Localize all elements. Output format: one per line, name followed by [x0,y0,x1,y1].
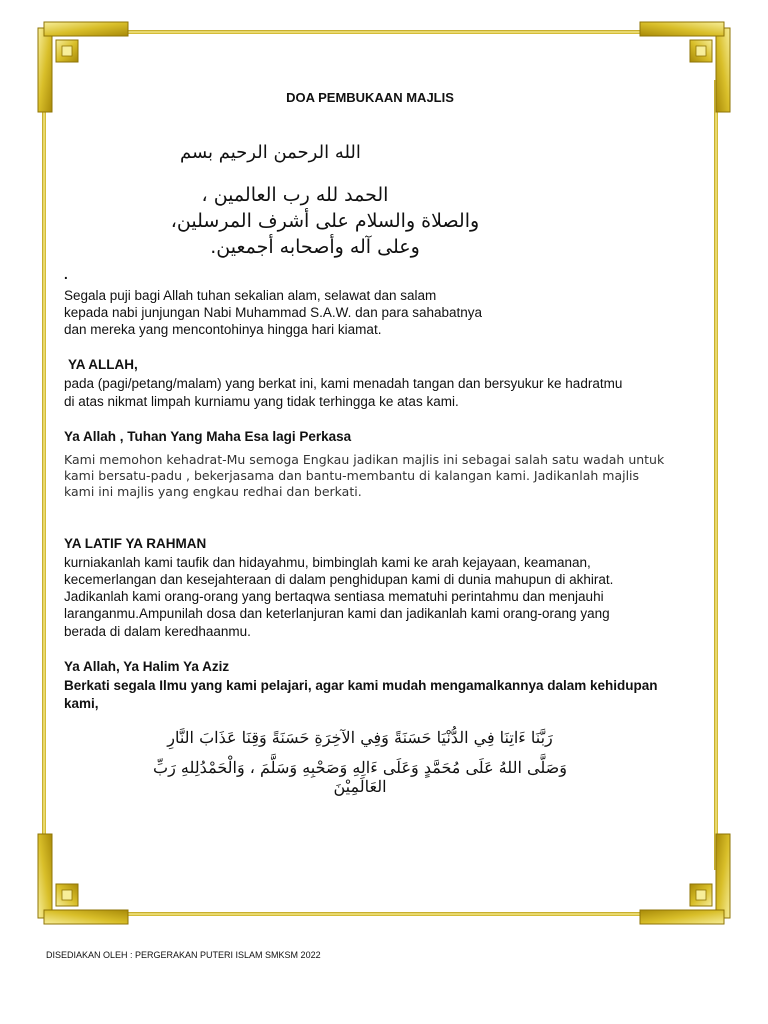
separator-dot: . [64,267,68,282]
paragraph-taufik-line-5: berada di dalam keredhaanmu. [64,624,251,639]
paragraph-unity-line-2: kami bersatu-padu , bekerjasama dan bantu-membantu di kalangan kami. Jadikanlah majlis [64,468,640,483]
frame-corner-bottom-left [36,830,132,926]
arabic-opening-line-3: وعلى آله وأصحابه أجمعين. [210,236,420,258]
paragraph-unity-line-3: kami ini majlis yang engkau redhai dan berkati. [64,484,362,499]
page-title: DOA PEMBUKAAN MAJLIS [286,90,454,105]
arabic-closing-line-2: وَصَلَّى اللهُ عَلَى مُحَمَّدٍ وَعَلَى ءَالِهِ وَصَحْبِهِ وَسَلَّمَ ، وَالْحَمْدُلِلهِ رَبِّ العَالَمِيْنَ [153,758,567,796]
frame-top-line [88,30,680,34]
paragraph-praise-line-2: kepada nabi junjungan Nabi Muhammad S.A.W. dan para sahabatnya [64,305,483,320]
footer-credit: DISEDIAKAN OLEH : PERGERAKAN PUTERI ISLAM SMKSM 2022 [46,950,321,960]
heading-ya-latif-ya-rahman: YA LATIF YA RAHMAN [64,536,207,551]
paragraph-knowledge-line-2: kami, [64,696,99,711]
heading-tuhan-maha-esa: Ya Allah , Tuhan Yang Maha Esa lagi Perkasa [64,429,352,444]
frame-bottom-line [88,912,680,916]
paragraph-taufik-line-2: kecemerlangan dan kesejahteraan di dalam penghidupan kami di dunia mahupun di akhirat. [64,572,614,587]
paragraph-gratitude-line-2: di atas nikmat limpah kurniamu yang tidak terhingga ke atas kami. [64,394,459,409]
frame-left-line [42,80,46,870]
heading-ya-halim-ya-aziz: Ya Allah, Ya Halim Ya Aziz [64,659,230,674]
paragraph-knowledge-line-1: Berkati segala Ilmu yang kami pelajari, agar kami mudah mengamalkannya dalam kehidupan [64,678,658,693]
frame-right-line [714,80,718,870]
frame-corner-bottom-right [636,830,732,926]
arabic-closing-line-1: رَبَّنَا ءَاتِنَا فِي الدُّنْيَا حَسَنَةً وَفِي الآخِرَةِ حَسَنَةً وَقِنَا عَذَابَ النَّارِ [167,728,553,747]
paragraph-taufik-line-3: Jadikanlah kami orang-orang yang bertaqwa sentiasa mematuhi perintahmu dan menjauhi [64,589,604,604]
paragraph-unity-line-1: Kami memohon kehadrat-Mu semoga Engkau jadikan majlis ini sebagai salah satu wadah untuk [64,452,665,467]
paragraph-praise-line-1: Segala puji bagi Allah tuhan sekalian alam, selawat dan salam [64,288,437,303]
paragraph-praise-line-3: dan mereka yang mencontohinya hingga hari kiamat. [64,322,382,337]
paragraph-taufik-line-4: laranganmu.Ampunilah dosa dan keterlanjuran kami dan jadikanlah kami orang-orang yang [64,606,610,621]
paragraph-taufik-line-1: kurniakanlah kami taufik dan hidayahmu, bimbinglah kami ke arah kejayaan, keamanan, [64,555,591,570]
arabic-opening-line-1: الحمد لله رب العالمين ، [201,184,389,206]
heading-ya-allah: YA ALLAH, [68,357,138,372]
paragraph-gratitude-line-1: pada (pagi/petang/malam) yang berkat ini, kami menadah tangan dan bersyukur ke hadratmu [64,376,623,391]
arabic-bismillah: الله الرحمن الرحيم بسم [180,142,361,163]
arabic-opening-line-2: والصلاة والسلام على أشرف المرسلين، [170,210,480,232]
